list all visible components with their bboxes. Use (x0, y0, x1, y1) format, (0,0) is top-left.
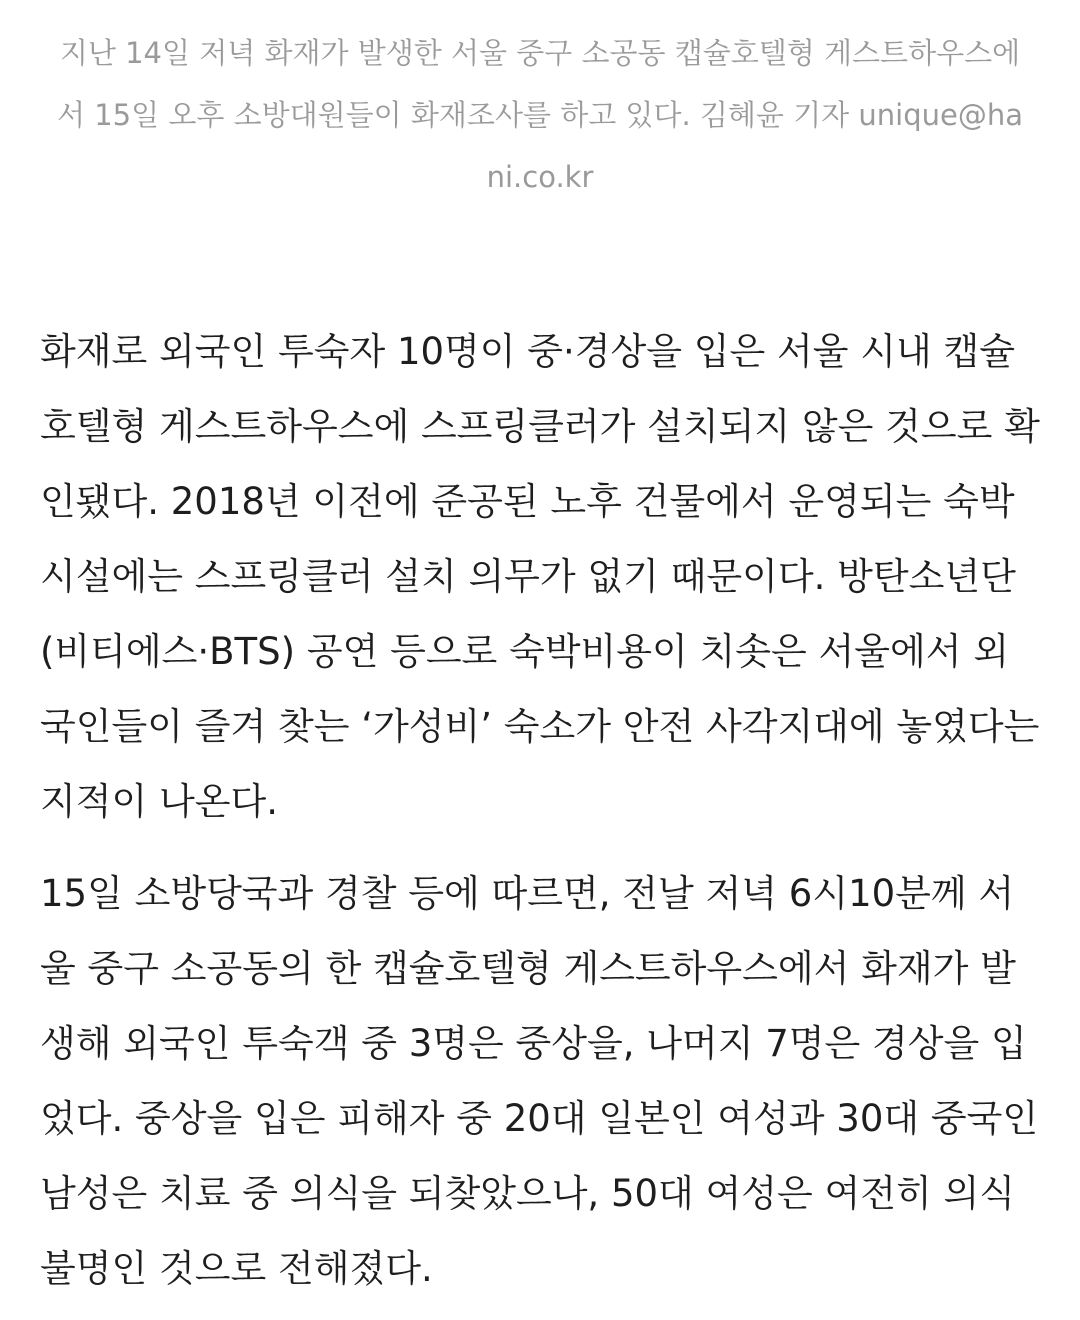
article-paragraph: 15일 소방당국과 경찰 등에 따르면, 전날 저녁 6시10분께 서울 중구 소공동의 한 캡슐호텔형 게스트하우스에서 화재가 발생해 외국인 투숙객 중 3명은 중상을, 나머지 7명은 경상을 입었다. 중상을 입은 피해자 중 20대 일본인 여성과 30대 중국인 남성은 치료 중 의식을 되찾았으나, 50대 여성은 여전히 의식 불명인 것으로 전해졌다. (40, 872, 1039, 1290)
photo-caption: 지난 14일 저녁 화재가 발생한 서울 중구 소공동 캡슐호텔형 게스트하우스에서 15일 오후 소방대원들이 화재조사를 하고 있다. 김혜윤 기자 unique@hani.co.kr (56, 36, 1024, 194)
article-paragraph: 화재로 외국인 투숙자 10명이 중·경상을 입은 서울 시내 캡슐호텔형 게스트하우스에 스프링클러가 설치되지 않은 것으로 확인됐다. 2018년 이전에 준공된 노후 건물에서 운영되는 숙박시설에는 스프링클러 설치 의무가 없기 때문이다. 방탄소년단(비티에스·BTS) 공연 등으로 숙박비용이 치솟은 서울에서 외국인들이 즐겨 찾는 ‘가성비’ 숙소가 안전 사각지대에 놓였다는 지적이 나온다. (40, 330, 1040, 823)
